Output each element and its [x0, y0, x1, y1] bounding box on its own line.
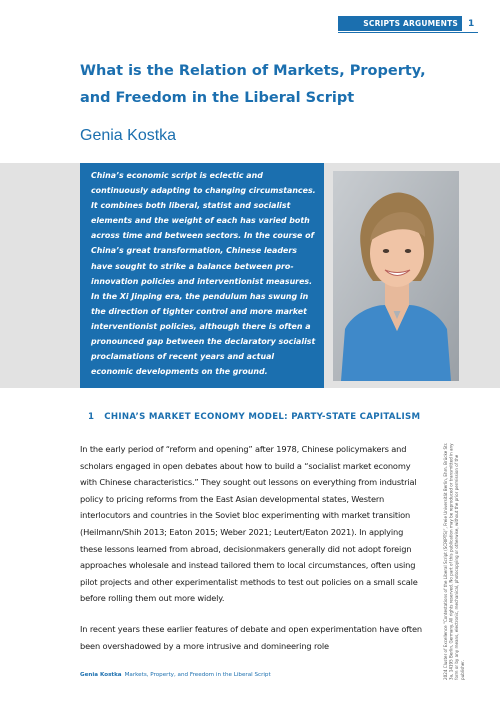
- page-footer: [80, 672, 271, 678]
- body-paragraph-2: In recent years these earlier features of debate and open experimentation have often been overshadowed by a more intrusive and domineering role: [80, 624, 422, 651]
- abstract-box: [80, 163, 324, 388]
- article-title: [80, 58, 460, 112]
- section-number: 1: [88, 412, 95, 422]
- abstract-text: China’s economic script is eclectic and continuously adapting to changing circumstances. It combines both liberal, statist and socialist elements and the weight of each has varied both across time and between sectors. In the course of China’s great transformation, Chinese leaders have sought to strike a balance between pro-innovation policies and interventionist measures. In the Xi Jinping era, the pendulum has swung in the direction of tighter control and more market interventionist policies, although there is often a pronounced gap between the declaratory socialist proclamations of recent years and actual economic developments on the ground.: [91, 171, 316, 377]
- footer-author: Genia Kostka: [80, 672, 122, 678]
- author-photo: [333, 171, 459, 381]
- article-title-line-1: What is the Relation of Markets, Property,: [80, 63, 426, 79]
- article-title-line-2: and Freedom in the Liberal Script: [80, 90, 355, 106]
- section-label-badge: [338, 16, 462, 31]
- footer-title: Markets, Property, and Freedom in the Liberal Script: [124, 672, 271, 678]
- body-paragraph-1: In the early period of “reform and opening” after 1978, Chinese policymakers and scholars engaged in open debates about how to build a “socialist market economy with Chinese characteristics.” They sought out lessons on everything from industrial policy to pricing reforms from the East Asian developmental states, Western interlocutors and countries in the Soviet bloc experimenting with market transition (Heilmann/Shih 2013; Eaton 2015; Weber 2021; Leutert/Eaton 2021). In applying these lessons learned from abroad, decisionmakers generally did not adopt foreign approaches wholesale and instead tailored them to local circumstances, often using pilot projects and other experimentalist methods to test out policies on a small scale before rolling them out more widely.: [80, 444, 418, 604]
- header-divider: [338, 32, 478, 33]
- page-number: 1: [468, 18, 475, 29]
- section-title: CHINA’S MARKET ECONOMY MODEL: PARTY-STATE CAPITALISM: [104, 412, 421, 422]
- copyright-sidenote: 2024 Cluster of Excellence “Contestations of the Liberal Script (SCRIPTS)”, Freie Universität Berlin, Ehm. Brücke Str. 3a, 14195 Berlin, Germany. All rights reserved. No part of this publication may be reproduced or transmitted in any form or by any means, electronic, mechanical, photocopying or otherwise, without the prior permission of the publisher.: [443, 442, 465, 680]
- section-label: SCRIPTS ARGUMENTS: [363, 19, 458, 28]
- author-name: Genia Kostka: [80, 127, 177, 144]
- author-portrait-image: [333, 171, 459, 381]
- section-heading: [88, 412, 420, 422]
